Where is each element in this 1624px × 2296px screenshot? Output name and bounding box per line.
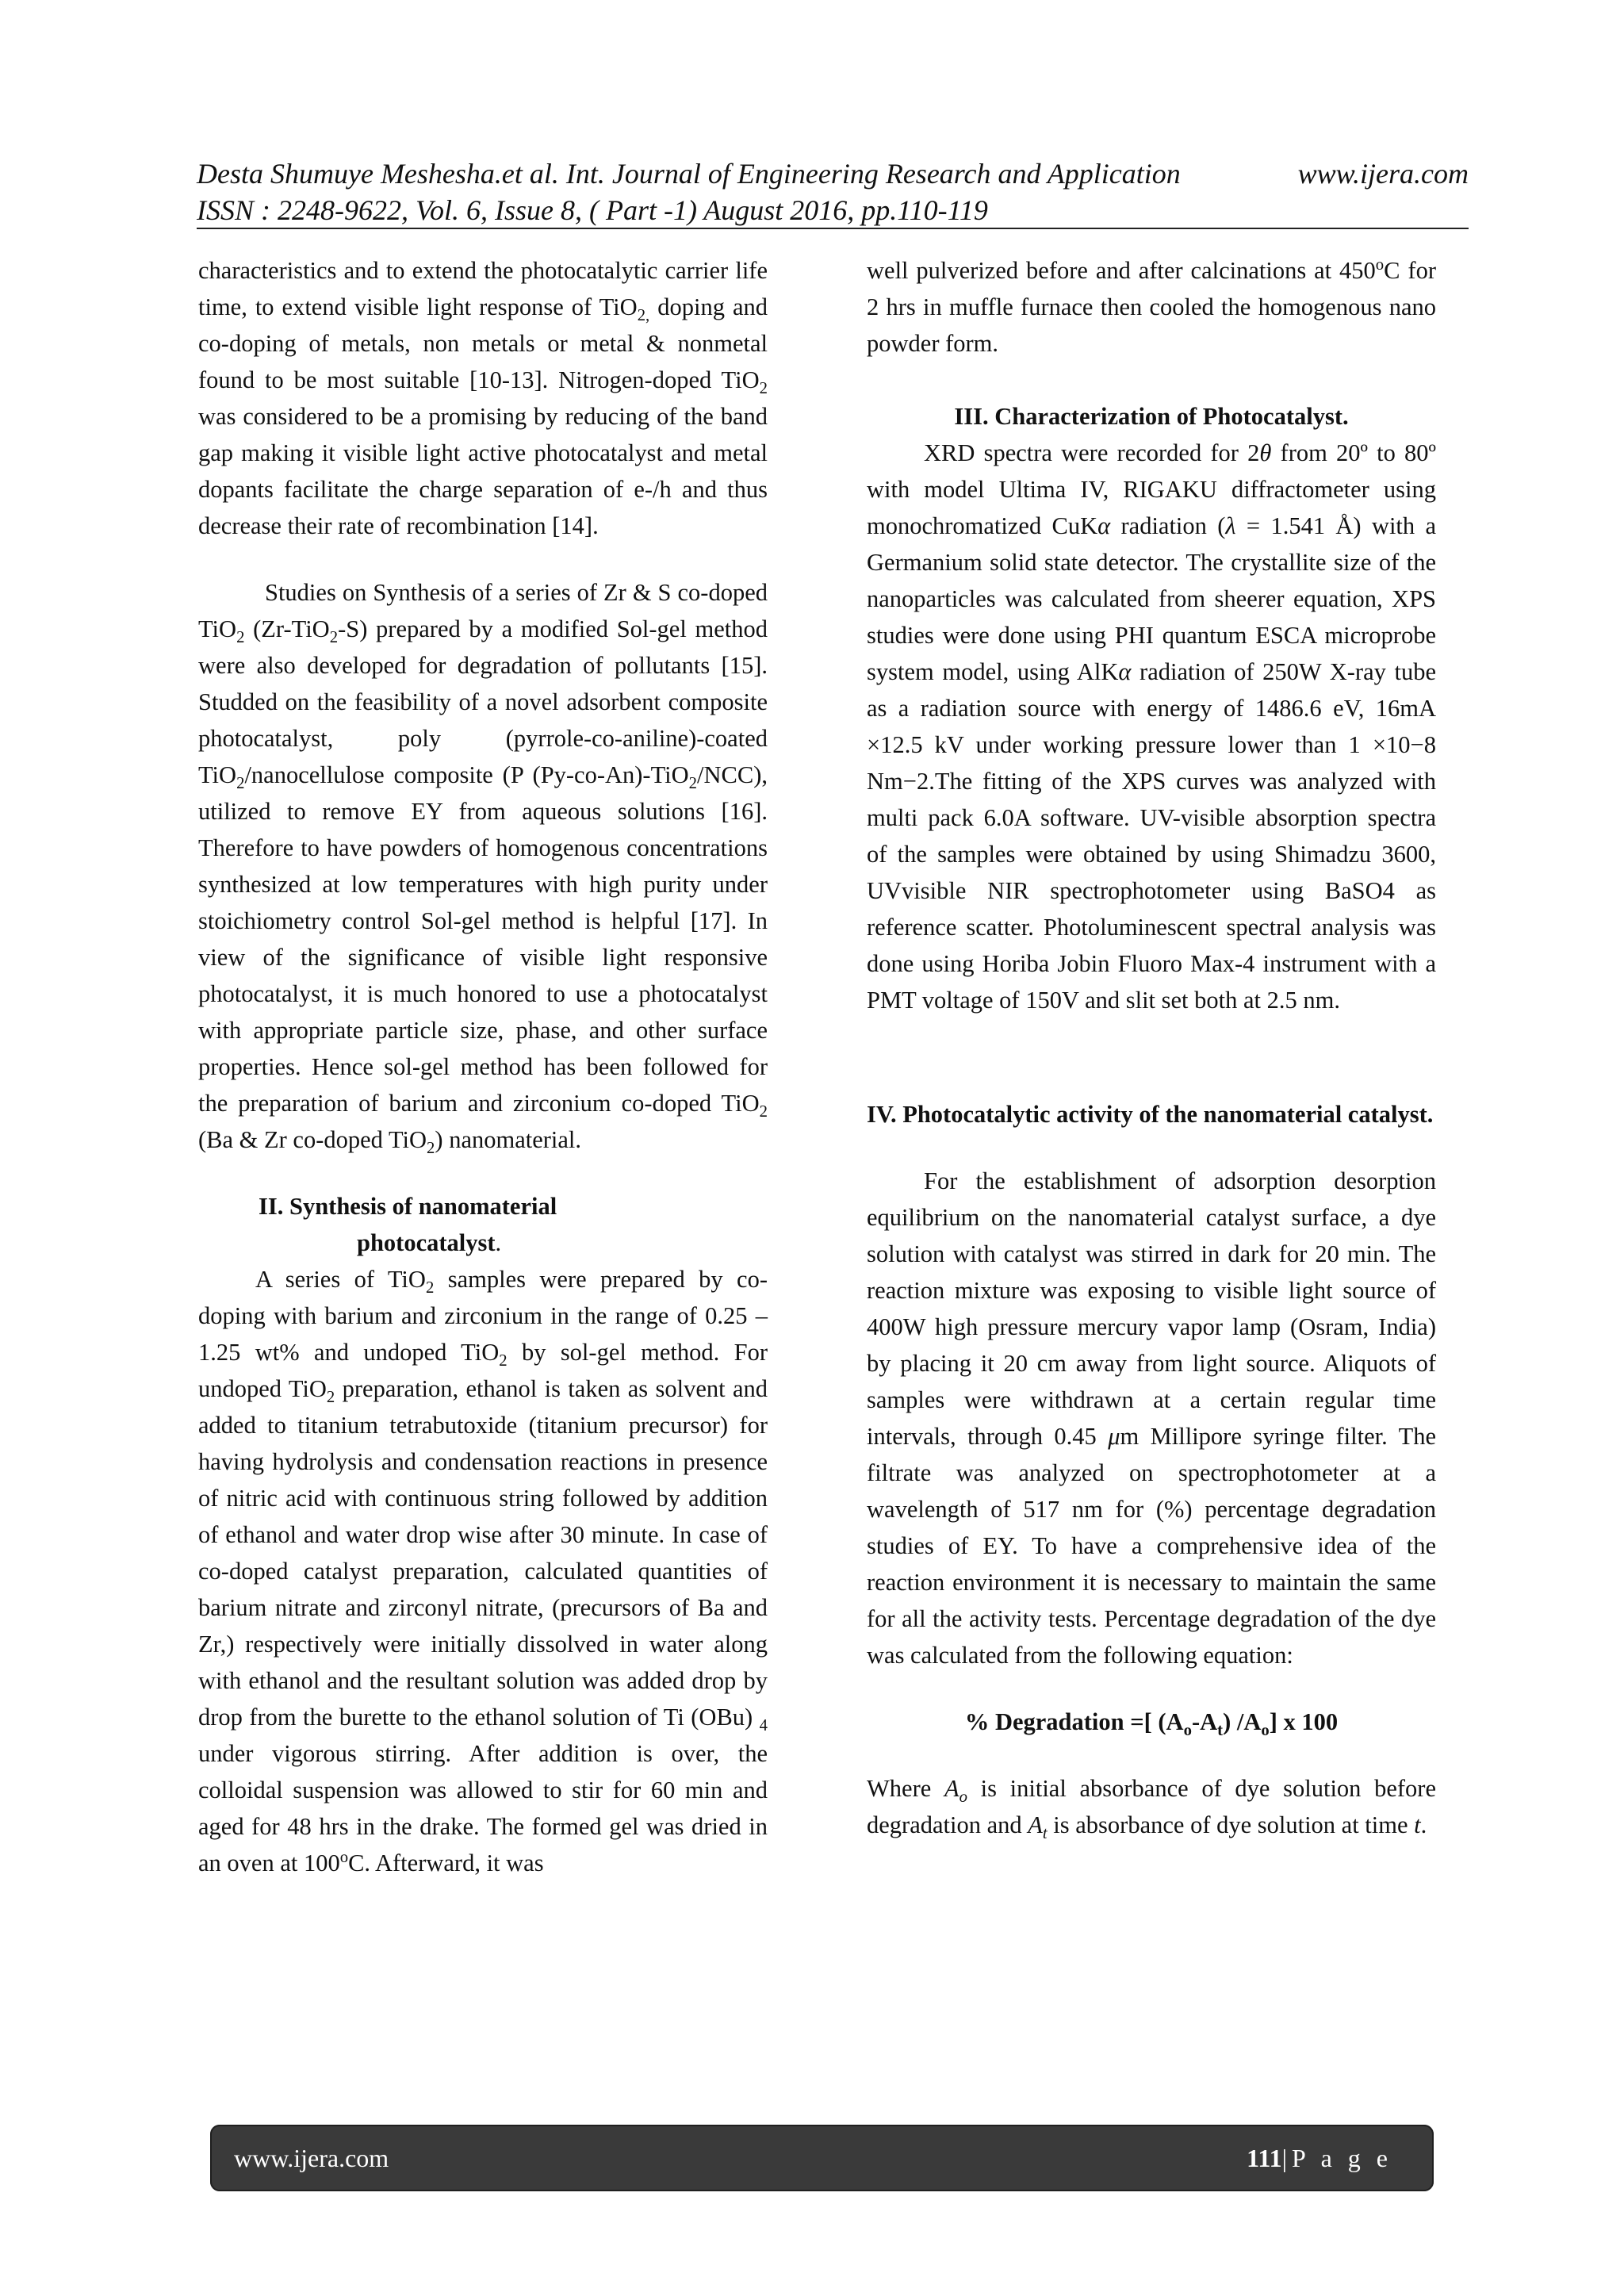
- section-heading-synthesis: II. Synthesis of nanomaterial photocatalyst.: [259, 1193, 557, 1256]
- paragraph: XRD spectra were recorded for 2θ from 20º to 80º with model Ultima IV, RIGAKU diffractometer using monochromatized CuKα radiation (λ = 1.541 Å) with a Germanium solid state detector. The crystallite size of the nanoparticles was calculated from sheerer equation, XPS studies were done using PHI quantum ESCA microprobe system model, using AlKα radiation of 250W X-ray tube as a radiation source with energy of 1486.6 eV, 16mA ×12.5 kV under working pressure lower than 1 ×10−8 Nm−2.The fitting of the XPS curves was analyzed with multi pack 6.0A software. UV-visible absorption spectra of the samples were obtained by using Shimadzu 3600, UVvisible NIR spectrophotometer using BaSO4 as reference scatter. Photoluminescent spectral analysis was done using Horiba Jobin Fluoro Max-4 instrument with a PMT voltage of 150V and slit set both at 2.5 nm.: [867, 439, 1437, 1014]
- degradation-equation: % Degradation =[ $(A_o-A_t)$ $/A_o$] x 100: [964, 1708, 1339, 1740]
- paragraph: A series of TiO$_2$ samples were prepared by co-doping with barium and zirconium in the range of 0.25 –1.25 wt% and undoped TiO$_2$ by sol-gel method. For undoped TiO$_2$ preparation, ethanol is taken as solvent and added to titanium tetrabutoxide (titanium precursor) for having hydrolysis and condensation reactions in presence of nitric acid with continuous string followed by addition of ethanol and water drop wise after 30 minute. In case of co-doped catalyst preparation, calculated quantities of barium nitrate and zirconyl nitrate, (precursors of Ba and Zr,) respectively were initially dissolved in water along with ethanol and the resultant solution was added drop by drop from the burette to the ethanol solution of Ti (OBu) $_4$ under vigorous stirring. After addition is over, the colloidal suspension was allowed to stir for 60 min and aged for 48 hrs in the drake. The formed gel was dried in an oven at 100$^o$C. Afterward, it was: [198, 1266, 768, 1876]
- section-heading-characterization: III. Characterization of Photocatalyst.: [954, 403, 1349, 430]
- header-issn: ISSN : 2248-9622, Vol. 6, Issue 8, ( Part -1) August 2016, pp.110-119: [197, 194, 988, 226]
- paragraph: well pulverized before and after calcinations at 450$^o$C for 2 hrs in muffle furnace then cooled the homogenous nano powder form.: [867, 255, 1436, 357]
- paragraph: characteristics and to extend the photocatalytic carrier life time, to extend visible light response of TiO$_{2,}$ doping and co-doping of metals, non metals or metal & nonmetal found to be most suitable [10-13]. Nitrogen-doped TiO$_2$ was considered to be a promising by reducing of the band gap making it visible light active photocatalyst and metal dopants facilitate the charge separation of e-/h and thus decrease their rate of recombination [14].: [198, 257, 768, 539]
- left-column: [198, 252, 768, 1881]
- page-footer: [210, 2125, 1434, 2191]
- paragraph: Studies on Synthesis of a series of Zr & S co-doped TiO$_2$ (Zr-TiO$_2$-S) prepared by a modified Sol-gel method were also developed for degradation of pollutants [15]. Studded on the feasibility of a novel adsorbent composite photocatalyst, poly (pyrrole-co-aniline)-coated TiO$_2$/nanocellulose composite (P (Py-co-An)-TiO$_2$/NCC), utilized to remove EY from aqueous solutions [16]. Therefore to have powders of homogenous concentrations synthesized at low temperatures with high purity under stoichiometry control Sol-gel method is helpful [17]. In view of the significance of visible light responsive photocatalyst, it is much honored to use a photocatalyst with appropriate particle size, phase, and other surface properties. Hence sol-gel method has been followed for the preparation of barium and zirconium co-doped TiO$_2$ (Ba & Zr co-doped TiO$_2$) nanomaterial.: [198, 579, 768, 1158]
- running-header: [197, 155, 1469, 228]
- section-heading-activity: IV. Photocatalytic activity of the nanomaterial catalyst.: [867, 1101, 1434, 1128]
- header-journal: Desta Shumuye Meshesha.et al. Int. Journal of Engineering Research and Application: [197, 158, 1181, 190]
- header-rule: [197, 228, 1469, 229]
- paragraph: Where $A_o$ is initial absorbance of dye solution before degradation and $A_t$ is absorbance of dye solution at time t.: [867, 1775, 1436, 1843]
- page-number: 111|P a g e: [1247, 2143, 1392, 2172]
- header-website[interactable]: www.ijera.com: [1297, 158, 1469, 190]
- paragraph: For the establishment of adsorption desorption equilibrium on the nanomaterial catalyst surface, a dye solution with catalyst was stirred in dark for 20 min. The reaction mixture was exposing to visible light source of 400W high pressure mercury vapor lamp (Osram, India) by placing it 20 cm away from light source. Aliquots of samples were withdrawn at a certain regular time intervals, through 0.45 μm Millipore syringe filter. The filtrate was analyzed on spectrophotometer at a wavelength of 517 nm for (%) percentage degradation studies of EY. To have a comprehensive idea of the reaction environment it is necessary to maintain the same for all the activity tests. Percentage degradation of the dye was calculated from the following equation:: [867, 1167, 1436, 1669]
- right-column: [867, 252, 1436, 1843]
- footer-website[interactable]: www.ijera.com: [234, 2143, 389, 2172]
